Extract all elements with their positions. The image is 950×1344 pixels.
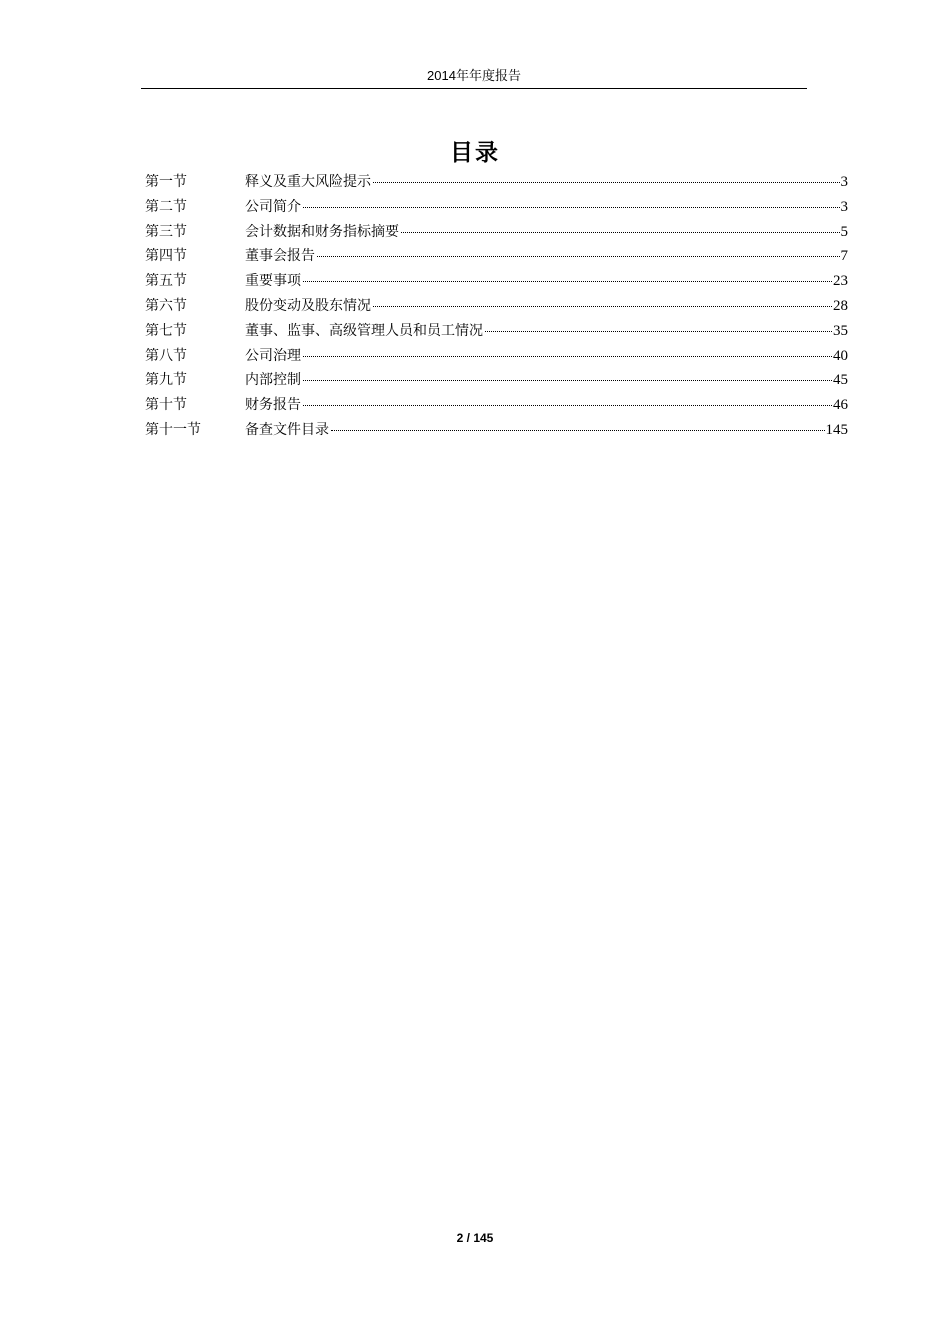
toc-section-number: 第十一节	[145, 421, 201, 438]
toc-entry-10[interactable]	[145, 393, 848, 418]
toc-page-number: 23	[833, 273, 848, 290]
toc-entry-body	[245, 294, 848, 319]
page-number-footer: 2 / 145	[456, 1231, 494, 1245]
toc-entry-6[interactable]	[145, 294, 848, 319]
toc-entry-3[interactable]	[145, 220, 848, 245]
toc-entry-8[interactable]	[145, 344, 848, 369]
toc-entry-label: 董事会报告	[245, 248, 315, 265]
dot-leader	[303, 380, 832, 381]
toc-entry-4[interactable]	[145, 244, 848, 269]
toc-entry-label: 公司治理	[245, 347, 301, 364]
toc-entry-label: 重要事项	[245, 273, 301, 290]
toc-entry-1[interactable]	[145, 170, 848, 195]
toc-entry-label: 释义及重大风险提示	[245, 174, 371, 190]
toc-entry-2[interactable]	[145, 195, 848, 220]
toc-page-number: 3	[840, 174, 848, 190]
dot-leader	[331, 430, 825, 431]
toc-entry-label: 会计数据和财务指标摘要	[245, 223, 399, 240]
toc-page-number: 5	[840, 223, 848, 240]
toc-section-number: 第四节	[145, 248, 187, 265]
toc-entry-body	[245, 220, 848, 245]
toc-page-number: 40	[833, 347, 848, 364]
dot-leader	[303, 356, 832, 357]
toc-page-number: 46	[833, 397, 848, 414]
toc-section-number: 第五节	[145, 273, 187, 290]
toc-entry-label: 内部控制	[245, 372, 301, 389]
toc-entry-body	[245, 368, 848, 393]
toc-entry-11[interactable]	[145, 418, 848, 443]
toc-entry-body	[245, 244, 848, 269]
toc-entry-body	[245, 393, 848, 418]
toc-entry-label: 公司简介	[245, 198, 301, 215]
toc-entry-body	[245, 319, 848, 344]
toc-entry-label: 董事、监事、高级管理人员和员工情况	[245, 322, 483, 339]
toc-page-number: 28	[833, 297, 848, 314]
toc-title: 目录	[450, 140, 500, 166]
dot-leader	[303, 281, 832, 282]
toc-section-number: 第九节	[145, 372, 187, 389]
dot-leader	[303, 207, 840, 208]
toc-section-number: 第三节	[145, 223, 187, 240]
toc-section-number: 第二节	[145, 198, 187, 215]
toc-entry-body	[245, 269, 848, 294]
toc-page-number: 145	[825, 421, 848, 438]
toc-page-number: 35	[833, 322, 848, 339]
toc-entry-body	[245, 418, 848, 443]
dot-leader	[373, 306, 832, 307]
dot-leader	[485, 331, 832, 332]
running-header: 2014年年度报告	[427, 68, 521, 83]
toc-section-number: 第十节	[145, 397, 187, 414]
toc-section-number: 第一节	[145, 174, 187, 190]
toc-entry-label: 财务报告	[245, 397, 301, 414]
toc-section-number: 第六节	[145, 297, 187, 314]
toc-entry-body	[245, 170, 848, 195]
toc-entry-7[interactable]	[145, 319, 848, 344]
toc-section-number: 第七节	[145, 322, 187, 339]
dot-leader	[303, 405, 832, 406]
toc-list	[145, 170, 848, 443]
toc-entry-body	[245, 344, 848, 369]
toc-entry-label: 备查文件目录	[245, 421, 329, 438]
dot-leader	[401, 232, 840, 233]
toc-page-number: 45	[833, 372, 848, 389]
toc-page-number: 3	[840, 198, 848, 215]
toc-entry-label: 股份变动及股东情况	[245, 297, 371, 314]
toc-entry-9[interactable]	[145, 368, 848, 393]
header-rule	[141, 88, 807, 89]
toc-page-number: 7	[840, 248, 848, 265]
dot-leader	[373, 182, 840, 183]
dot-leader	[317, 256, 840, 257]
toc-entry-5[interactable]	[145, 269, 848, 294]
toc-section-number: 第八节	[145, 347, 187, 364]
toc-entry-body	[245, 195, 848, 220]
